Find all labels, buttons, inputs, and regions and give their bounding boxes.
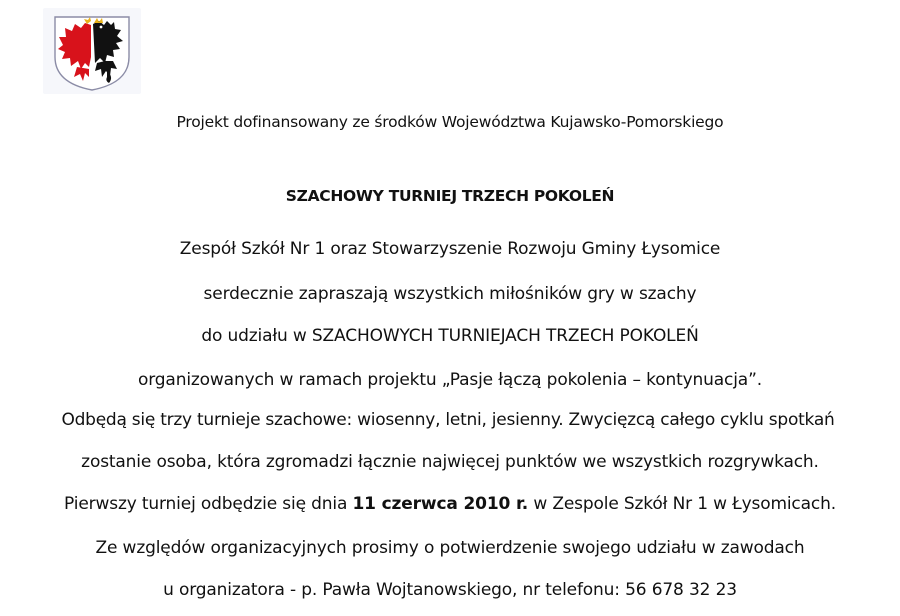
coat-of-arms — [43, 8, 141, 94]
body-line-participation: do udziału w SZACHOWYCH TURNIEJACH TRZECH POKOLEŃ — [201, 326, 699, 346]
first-tournament-prefix: Pierwszy turniej odbędzie się dnia — [64, 494, 353, 514]
funding-note: Projekt dofinansowany ze środków Województwa Kujawsko-Pomorskiego — [176, 113, 724, 131]
body-line-first-tournament — [0, 494, 900, 514]
body-line-confirmation: Ze względów organizacyjnych prosimy o potwierdzenie swojego udziału w zawodach — [95, 538, 805, 558]
page-title: SZACHOWY TURNIEJ TRZECH POKOLEŃ — [285, 187, 615, 205]
first-tournament-date: 11 czerwca 2010 r. — [352, 494, 529, 514]
body-line-organizers: Zespół Szkół Nr 1 oraz Stowarzyszenie Rozwoju Gminy Łysomice — [179, 239, 721, 259]
body-line-project: organizowanych w ramach projektu „Pasje łączą pokolenia – kontynuacja”. — [138, 370, 762, 390]
body-line-winner: zostanie osoba, która zgromadzi łącznie najwięcej punktów we wszystkich rozgrywkach. — [81, 452, 819, 472]
body-line-contact: u organizatora - p. Pawła Wojtanowskiego, nr telefonu: 56 678 32 23 — [163, 580, 737, 600]
coat-of-arms-icon — [47, 11, 137, 93]
body-line-invitation: serdecznie zapraszają wszystkich miłośników gry w szachy — [203, 284, 697, 304]
body-line-tournaments: Odbędą się trzy turnieje szachowe: wiosenny, letni, jesienny. Zwycięzcą całego cyklu spotkań — [61, 410, 835, 430]
first-tournament-suffix: w Zespole Szkół Nr 1 w Łysomicach. — [528, 494, 836, 514]
